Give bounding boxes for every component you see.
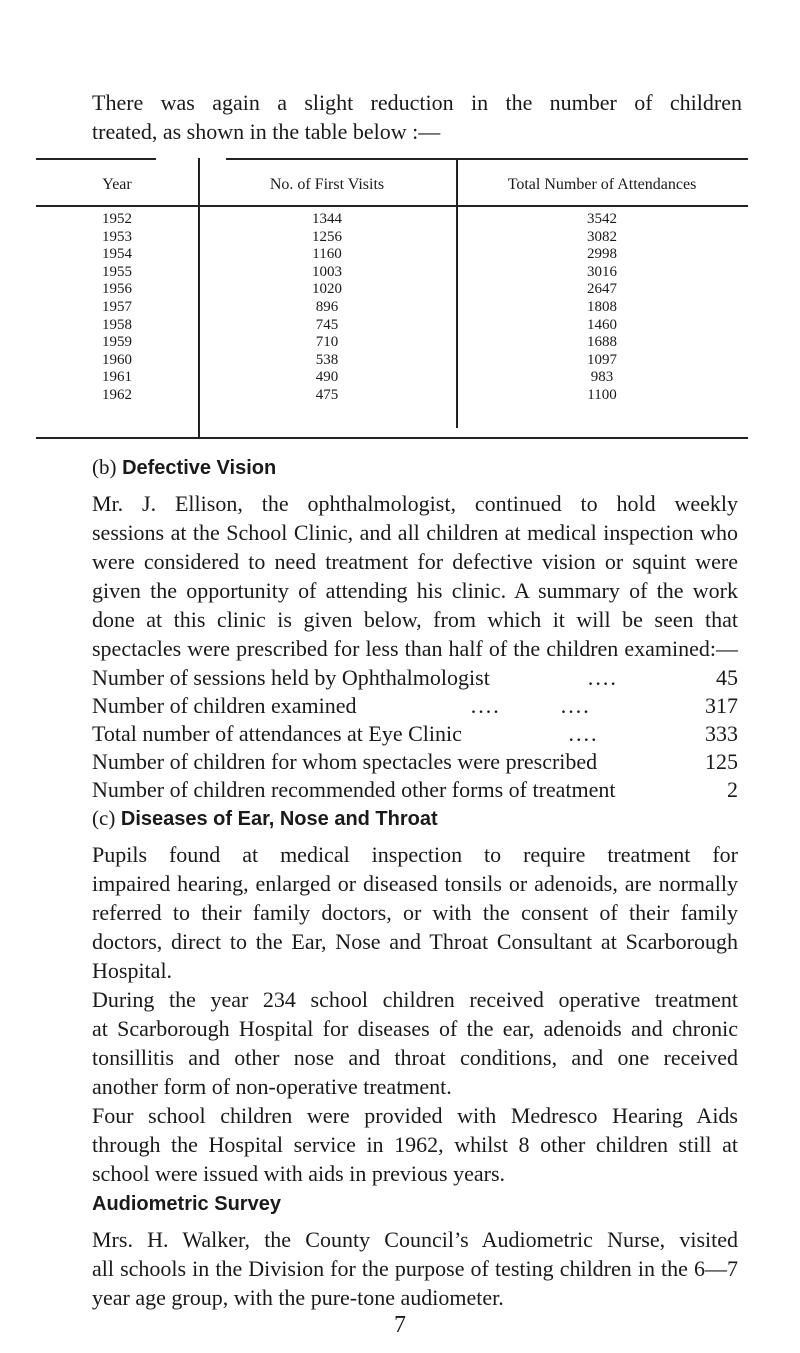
table-column-first-visits <box>198 211 456 405</box>
intro-line: There was again a slight reduction in the number of children <box>92 90 742 115</box>
paragraph-line: tonsillitis and other nose and throat conditions, and one received <box>92 1045 738 1070</box>
summary-label: Number of children recommended other forms of treatment <box>92 777 616 802</box>
table-cell: 3082 <box>587 228 617 245</box>
table-cell: 1958 <box>102 316 132 333</box>
table-cell: 1961 <box>102 369 132 386</box>
paragraph-line: spectacles were prescribed for less than half of the children examined:— <box>92 636 738 661</box>
table-cell: 475 <box>315 386 339 403</box>
table-cell: 1688 <box>587 334 617 351</box>
section-b-title: Defective Vision <box>122 457 277 479</box>
summary-label: Total number of attendances at Eye Clinic <box>92 721 462 746</box>
summary-label: Number of children for whom spectacles were prescribed <box>92 749 598 774</box>
section-b-heading <box>92 455 276 480</box>
table-cell: 1160 <box>312 246 342 263</box>
summary-row <box>92 776 738 804</box>
paragraph-line: Mrs. H. Walker, the County Council’s Audiometric Nurse, visited <box>92 1227 738 1252</box>
table-top-rule <box>36 158 156 160</box>
table-cell: 2998 <box>587 246 617 263</box>
summary-row <box>92 664 738 692</box>
table-cell: 490 <box>315 369 339 386</box>
audiometric-heading: Audiometric Survey <box>92 1193 281 1215</box>
table-cell: 3542 <box>587 211 617 227</box>
table-top-rule <box>226 158 748 160</box>
audiometric-paragraph <box>92 1225 738 1312</box>
table-bottom-rule <box>36 437 748 439</box>
intro-line: treated, as shown in the table below :— <box>92 119 441 144</box>
paragraph-line: impaired hearing, enlarged or diseased tonsils or adenoids, are normally <box>92 871 738 896</box>
section-b-paragraph <box>92 489 738 663</box>
paragraph-line: referred to their family doctors, or with the consent of their family <box>92 900 738 925</box>
table-cell: 896 <box>315 298 339 315</box>
paragraph-line: year age group, with the pure-tone audiometer. <box>92 1285 504 1310</box>
table-cell: 1003 <box>312 263 342 280</box>
summary-row <box>92 748 738 776</box>
table-cell: 1953 <box>102 228 132 245</box>
table-cell: 1962 <box>102 386 132 403</box>
paragraph-line: through the Hospital service in 1962, whilst 8 other children still at <box>92 1132 738 1157</box>
table-cell: 710 <box>315 334 339 351</box>
paragraph-line: doctors, direct to the Ear, Nose and Throat Consultant at Scarborough <box>92 929 738 954</box>
table-column-attendances <box>456 211 748 405</box>
table-cell: 1808 <box>587 298 617 315</box>
table-header-year: Year <box>102 176 132 193</box>
intro-paragraph <box>92 88 742 146</box>
paragraph-line: During the year 234 school children received operative treatment <box>92 987 738 1012</box>
paragraph-line: at Scarborough Hospital for diseases of the ear, adenoids and chronic <box>92 1016 738 1041</box>
paragraph-line: were considered to need treatment for defective vision or squint were <box>92 549 738 574</box>
attendance-table <box>36 158 748 438</box>
paragraph-line: all schools in the Division for the purpose of testing children in the 6—7 <box>92 1256 738 1281</box>
table-cell: 2647 <box>587 281 617 298</box>
summary-label: Number of children examined <box>92 693 357 718</box>
leader-dots: .... <box>587 665 618 690</box>
table-cell: 1952 <box>102 211 132 227</box>
paragraph-line: Hospital. <box>92 958 173 983</box>
section-c-title: Diseases of Ear, Nose and Throat <box>120 808 438 830</box>
section-b-label: (b) <box>92 455 117 479</box>
table-cell: 1097 <box>587 351 617 368</box>
table-cell: 1020 <box>312 281 342 298</box>
summary-value: 125 <box>705 749 738 774</box>
table-cell: 745 <box>315 316 339 333</box>
paragraph-line: Four school children were provided with Medresco Hearing Aids <box>92 1103 738 1128</box>
section-c-paragraph-2 <box>92 985 738 1101</box>
section-c-label: (c) <box>92 806 116 830</box>
summary-value: 317 <box>705 693 738 718</box>
table-cell: 1957 <box>102 298 132 315</box>
paragraph-line: sessions at the School Clinic, and all children at medical inspection who <box>92 520 738 545</box>
table-header-rule <box>36 205 748 207</box>
section-c-paragraph-1 <box>92 840 738 985</box>
paragraph-line: done at this clinic is given below, from which it will be seen that <box>92 607 738 632</box>
summary-label: Number of sessions held by Ophthalmologist <box>92 665 490 690</box>
paragraph-line: Mr. J. Ellison, the ophthalmologist, continued to hold weekly <box>92 491 738 516</box>
page-number: 7 <box>394 1312 406 1338</box>
leader-dots <box>616 776 727 804</box>
leader-dots: .... <box>568 721 599 746</box>
table-header-attendances: Total Number of Attendances <box>507 176 697 193</box>
table-cell: 1956 <box>102 281 132 298</box>
summary-row <box>92 692 738 720</box>
summary-value: 45 <box>716 665 738 690</box>
paragraph-line: another form of non-operative treatment. <box>92 1074 452 1099</box>
leader-dots: .... .... <box>470 693 591 718</box>
table-cell: 3016 <box>587 263 617 280</box>
paragraph-line: Pupils found at medical inspection to require treatment for <box>92 842 738 867</box>
vision-summary-list <box>92 664 738 804</box>
section-c-heading <box>92 806 438 831</box>
table-cell: 1954 <box>102 246 132 263</box>
summary-row <box>92 720 738 748</box>
summary-value: 2 <box>727 777 738 802</box>
table-cell: 1256 <box>312 228 342 245</box>
paragraph-line: given the opportunity of attending his clinic. A summary of the work <box>92 578 738 603</box>
table-column-year <box>36 211 198 405</box>
table-cell: 538 <box>315 351 339 368</box>
table-cell: 1100 <box>587 386 617 403</box>
table-cell: 983 <box>590 369 614 386</box>
paragraph-line: school were issued with aids in previous years. <box>92 1161 506 1186</box>
table-cell: 1344 <box>312 211 342 227</box>
summary-value: 333 <box>705 721 738 746</box>
table-cell: 1960 <box>102 351 132 368</box>
section-c-paragraph-3 <box>92 1101 738 1188</box>
table-header-first-visits: No. of First Visits <box>269 176 385 193</box>
table-cell: 1460 <box>587 316 617 333</box>
table-cell: 1955 <box>102 263 132 280</box>
leader-dots <box>597 748 705 776</box>
table-cell: 1959 <box>102 334 132 351</box>
